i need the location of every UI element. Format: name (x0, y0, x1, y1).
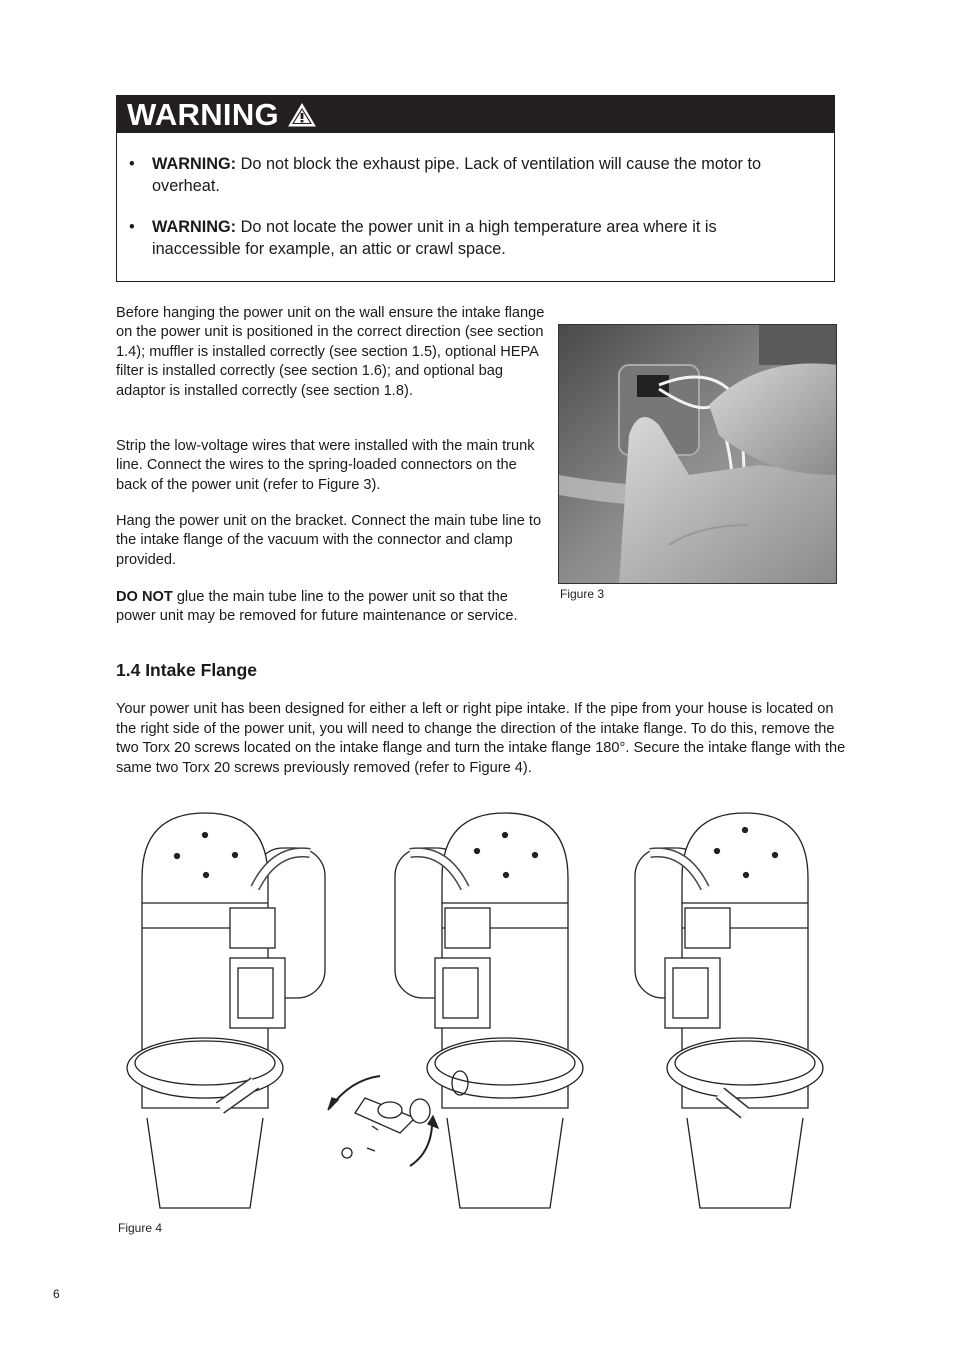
do-not-text: glue the main tube line to the power unit so that the power unit may be removed for future maintenance or service. (116, 589, 518, 625)
bullet: • (129, 218, 135, 236)
warning-text: Do not locate the power unit in a high temperature area where it is inaccessible for example, an attic or crawl space. (152, 218, 717, 258)
warning-label: WARNING: (152, 218, 237, 236)
page-number: 6 (53, 1287, 60, 1301)
warning-triangle-icon (287, 102, 317, 128)
warning-title: WARNING (127, 96, 279, 132)
do-not-label: DO NOT (116, 589, 173, 605)
warning-text: Do not block the exhaust pipe. Lack of ventilation will cause the motor to overheat. (152, 155, 762, 195)
figure-3-caption: Figure 3 (560, 587, 605, 601)
power-unit-middle-drawing (395, 813, 583, 1208)
section-paragraph: Your power unit has been designed for either a left or right pipe intake. If the pipe from your house is located on the right side of the power unit, you will need to change the direction of the intake flange. To do this, remove the two Torx 20 screws located on the intake flange and turn the intake flange 180°. Secure the intake flange with the same two Torx 20 screws previously removed (refer to Figure 4). (116, 701, 846, 776)
paragraph-pre-check: Before hanging the power unit on the wall ensure the intake flange on the power unit is positioned in the correct direction (see section 1.4); muffler is installed correctly (see section 1.5), optional HEPA filter is installed correctly (see section 1.6); and optional bag adaptor is installed correctly (see section 1.8). (116, 305, 545, 399)
warning-header (117, 96, 834, 133)
section-heading: 1.4 Intake Flange (116, 660, 258, 680)
warning-item (129, 217, 809, 260)
warning-label: WARNING: (152, 155, 237, 173)
warning-item (129, 154, 809, 197)
power-unit-left-drawing (127, 813, 325, 1208)
paragraph-hang: Hang the power unit on the bracket. Connect the main tube line to the intake flange of the vacuum with the connector and clamp provided. (116, 513, 542, 568)
figure-3-photo (558, 324, 837, 584)
figure-4-caption: Figure 4 (118, 1221, 163, 1235)
warning-box (116, 95, 835, 282)
flange-detail-drawing (328, 1076, 438, 1166)
power-unit-right-drawing (635, 813, 823, 1208)
paragraph-wiring: Strip the low-voltage wires that were installed with the main trunk line. Connect the wires to the spring-loaded connectors on the back of the power unit (refer to Figure 3). (116, 438, 535, 493)
bullet: • (129, 155, 135, 173)
paragraph-do-not-glue (116, 588, 536, 627)
figure-4-illustration (110, 808, 840, 1218)
